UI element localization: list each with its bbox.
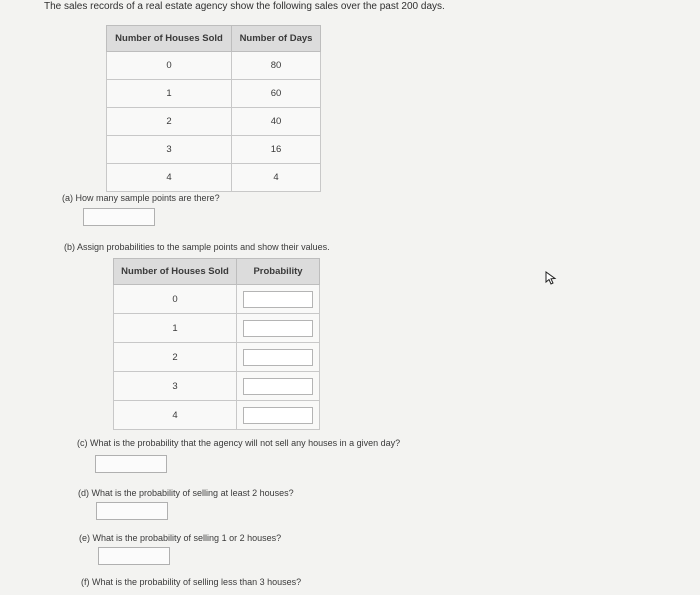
column-header-houses-sold: Number of Houses Sold [114,259,237,285]
table-header-row [107,26,321,52]
table-row [114,285,320,314]
probability-input-2[interactable] [243,349,313,366]
number-of-days-cell: 16 [232,136,321,164]
houses-sold-cell: 1 [107,80,232,108]
houses-sold-cell: 0 [107,52,232,80]
houses-sold-cell: 4 [114,401,237,430]
number-of-days-cell: 4 [232,164,321,192]
probability-cell [237,314,320,343]
number-of-days-cell: 80 [232,52,321,80]
mouse-pointer-icon [545,271,557,285]
question-e: (e) What is the probability of selling 1 or 2 houses? [79,533,282,543]
answer-a-input[interactable] [83,208,155,226]
question-d: (d) What is the probability of selling at least 2 houses? [78,488,294,498]
question-f: (f) What is the probability of selling less than 3 houses? [81,577,302,587]
houses-sold-cell: 2 [114,343,237,372]
houses-sold-cell: 1 [114,314,237,343]
probability-table [113,258,320,430]
houses-sold-cell: 0 [114,285,237,314]
problem-intro: The sales records of a real estate agency show the following sales over the past 200 days. [44,1,445,12]
table-header-row [114,259,320,285]
probability-cell [237,343,320,372]
number-of-days-cell: 60 [232,80,321,108]
answer-c-input[interactable] [95,455,167,473]
question-b: (b) Assign probabilities to the sample points and show their values. [64,242,330,252]
houses-sold-cell: 3 [114,372,237,401]
answer-e-input[interactable] [98,547,170,565]
probability-cell [237,401,320,430]
table-row [107,164,321,192]
table-row [107,52,321,80]
table-row [107,108,321,136]
sales-records-table [106,25,321,192]
probability-input-1[interactable] [243,320,313,337]
column-header-houses-sold: Number of Houses Sold [107,26,232,52]
probability-input-0[interactable] [243,291,313,308]
answer-d-input[interactable] [96,502,168,520]
table-row [107,80,321,108]
table-row [114,372,320,401]
houses-sold-cell: 4 [107,164,232,192]
question-c: (c) What is the probability that the agency will not sell any houses in a given day? [77,438,401,448]
probability-cell [237,372,320,401]
table-row [107,136,321,164]
table-row [114,401,320,430]
probability-cell [237,285,320,314]
table-row [114,343,320,372]
table-row [114,314,320,343]
question-a: (a) How many sample points are there? [62,193,220,203]
houses-sold-cell: 3 [107,136,232,164]
probability-input-4[interactable] [243,407,313,424]
houses-sold-cell: 2 [107,108,232,136]
number-of-days-cell: 40 [232,108,321,136]
column-header-number-of-days: Number of Days [232,26,321,52]
probability-input-3[interactable] [243,378,313,395]
column-header-probability: Probability [237,259,320,285]
